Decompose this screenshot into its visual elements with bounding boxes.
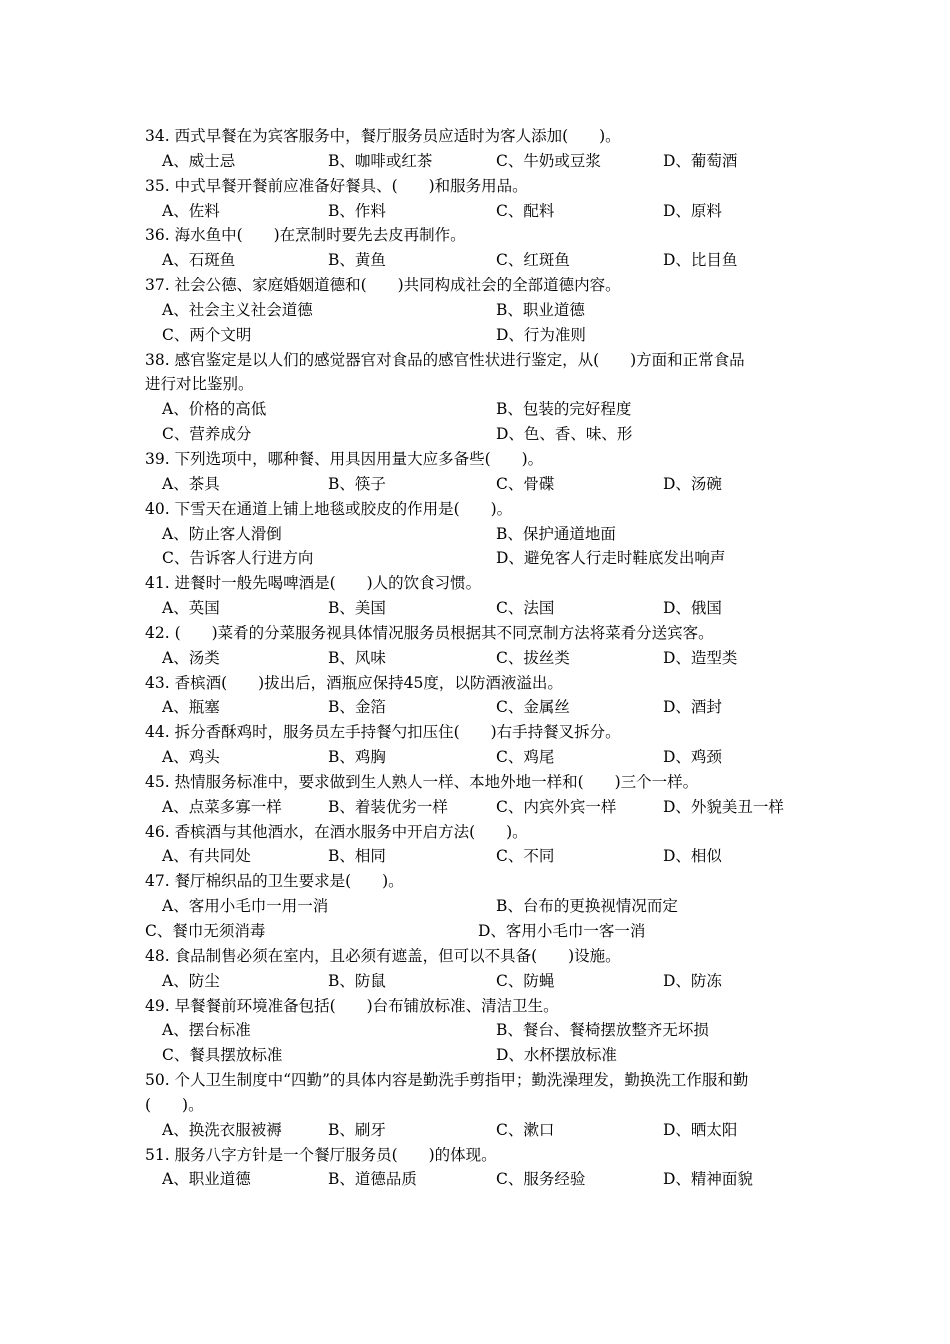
option-text: D、色、香、味、形	[496, 425, 633, 444]
option-text: C、告诉客人行进方向	[162, 549, 314, 568]
text-line	[145, 223, 815, 248]
option-text: D、客用小毛巾一客一消	[478, 922, 646, 940]
option-text: C、法国	[496, 599, 555, 618]
question-text: 46. 香槟酒与其他酒水，在酒水服务中开启方法( )。	[145, 822, 528, 841]
option-text: A、点菜多寡一样	[162, 797, 282, 816]
question-text: 48. 食品制售必须在室内，且必须有遮盖，但可以不具备( )设施。	[145, 946, 621, 965]
option-text: D、行为准则	[496, 325, 586, 344]
option-text: D、避免客人行走时鞋底发出响声	[496, 549, 726, 568]
option-text: C、服务经验	[496, 1170, 586, 1189]
question-text: 42. ( )菜肴的分菜服务视具体情况服务员根据其不同烹制方法将菜肴分送宾客。	[145, 623, 714, 642]
text-line	[145, 646, 815, 671]
text-line	[145, 745, 815, 770]
option-text: C、拔丝类	[496, 648, 570, 667]
text-line	[145, 596, 815, 621]
question-text: 43. 香槟酒( )拔出后，酒瓶应保持45度，以防酒液溢出。	[145, 673, 563, 692]
option-text: C、营养成分	[162, 425, 252, 444]
question-text: 50. 个人卫生制度中“四勤”的具体内容是勤洗手剪指甲；勤洗澡理发，勤换洗工作服和勤	[145, 1071, 749, 1090]
text-line	[145, 422, 815, 447]
question-text: 45. 热情服务标准中，要求做到生人熟人一样、本地外地一样和( )三个一样。	[145, 772, 699, 791]
text-line	[145, 1068, 815, 1093]
text-line	[145, 795, 815, 820]
option-text: A、英国	[162, 599, 220, 618]
option-text: B、相同	[328, 847, 386, 866]
option-text: C、牛奶或豆浆	[496, 151, 601, 170]
option-text: D、晒太阳	[663, 1120, 738, 1139]
option-text: A、摆台标准	[162, 1021, 251, 1040]
question-text: 41. 进餐时一般先喝啤酒是( )人的饮食习惯。	[145, 574, 482, 593]
option-text: A、社会主义社会道德	[162, 300, 313, 319]
text-line	[145, 820, 815, 845]
option-text: D、葡萄酒	[663, 151, 738, 170]
option-text: C、骨碟	[496, 474, 555, 493]
option-text: D、造型类	[663, 648, 738, 667]
text-line	[145, 1143, 815, 1168]
option-text: B、金箔	[328, 698, 386, 717]
option-text: B、包装的完好程度	[496, 400, 632, 419]
text-line	[145, 1018, 815, 1043]
option-text: C、餐具摆放标准	[162, 1046, 283, 1065]
option-text: B、作料	[328, 201, 386, 220]
text-line	[145, 969, 815, 994]
option-text: D、精神面貌	[663, 1170, 753, 1189]
text-line	[145, 1167, 815, 1192]
option-text: C、红斑鱼	[496, 251, 570, 270]
text-line	[145, 348, 815, 373]
option-text: C、金属丝	[496, 698, 570, 717]
option-text: B、咖啡或红茶	[328, 151, 433, 170]
text-line	[145, 1118, 815, 1143]
text-line	[145, 1043, 815, 1068]
option-text: C、不同	[496, 847, 555, 866]
question-text: 47. 餐厅棉织品的卫生要求是( )。	[145, 872, 404, 891]
option-text: D、原料	[663, 201, 722, 220]
option-text: C、内宾外宾一样	[496, 797, 617, 816]
option-text: A、瓶塞	[162, 698, 220, 717]
option-text: B、防鼠	[328, 971, 386, 990]
text-line	[145, 994, 815, 1019]
option-text: B、黄鱼	[328, 251, 386, 270]
text-line	[145, 174, 815, 199]
option-text: D、水杯摆放标准	[496, 1046, 617, 1065]
option-text: B、职业道德	[496, 300, 585, 319]
text-line	[145, 497, 815, 522]
option-text: A、威士忌	[162, 151, 236, 170]
option-text: D、防冻	[663, 971, 722, 990]
option-text: D、鸡颈	[663, 748, 722, 767]
text-line	[145, 944, 815, 969]
question-text: 35. 中式早餐开餐前应准备好餐具、( )和服务用品。	[145, 176, 528, 195]
text-line	[145, 397, 815, 422]
option-text: A、职业道德	[162, 1170, 251, 1189]
question-text: 38. 感官鉴定是以人们的感觉器官对食品的感官性状进行鉴定，从( )方面和正常食品	[145, 350, 745, 369]
option-text: D、俄国	[663, 599, 722, 618]
option-text: A、茶具	[162, 474, 220, 493]
question-text: 44. 拆分香酥鸡时，服务员左手持餐勺扣压住( )右手持餐叉拆分。	[145, 723, 621, 742]
text-line	[145, 323, 815, 348]
option-text: B、刷牙	[328, 1120, 386, 1139]
option-text: D、外貌美丑一样	[663, 797, 784, 816]
text-line	[145, 869, 815, 894]
option-text: D、汤碗	[663, 474, 722, 493]
option-text: B、鸡胸	[328, 748, 386, 767]
option-text: B、风味	[328, 648, 386, 667]
option-text: A、客用小毛巾一用一消	[162, 897, 329, 916]
option-text: A、鸡头	[162, 748, 220, 767]
option-text: A、佐料	[162, 201, 220, 220]
text-line	[145, 273, 815, 298]
question-text: 39. 下列选项中，哪种餐、用具因用量大应多备些( )。	[145, 449, 544, 468]
question-text: 49. 早餐餐前环境准备包括( )台布铺放标准、清洁卫生。	[145, 996, 559, 1015]
question-text: 进行对比鉴别。	[145, 375, 254, 394]
option-text: A、防尘	[162, 971, 220, 990]
option-text: C、鸡尾	[496, 748, 555, 767]
text-line	[145, 298, 815, 323]
text-line	[145, 149, 815, 174]
option-text: A、有共同处	[162, 847, 251, 866]
option-text: C、两个文明	[162, 325, 252, 344]
option-text: B、着装优劣一样	[328, 797, 448, 816]
question-text: 36. 海水鱼中( )在烹制时要先去皮再制作。	[145, 226, 466, 245]
option-text: A、价格的高低	[162, 400, 267, 419]
question-text: 34. 西式早餐在为宾客服务中，餐厅服务员应适时为客人添加( )。	[145, 127, 621, 145]
option-text: C、防蝇	[496, 971, 555, 990]
option-text: B、筷子	[328, 474, 386, 493]
question-text: 51. 服务八字方针是一个餐厅服务员( )的体现。	[145, 1145, 497, 1164]
question-text: C、餐巾无须消毒	[145, 922, 266, 940]
option-text: A、换洗衣服被褥	[162, 1120, 282, 1139]
option-text: D、酒封	[663, 698, 722, 717]
option-text: D、比目鱼	[663, 251, 738, 270]
text-line	[145, 770, 815, 795]
text-line	[145, 695, 815, 720]
text-line	[145, 844, 815, 869]
text-line	[145, 894, 815, 919]
option-text: C、配料	[496, 201, 555, 220]
text-line	[145, 447, 815, 472]
text-line	[145, 621, 815, 646]
text-line	[145, 1093, 815, 1118]
text-line	[145, 472, 815, 497]
text-line	[145, 199, 815, 224]
text-line	[145, 372, 815, 397]
option-text: A、防止客人滑倒	[162, 524, 282, 543]
question-list	[145, 124, 815, 1192]
text-line	[145, 248, 815, 273]
question-text: ( )。	[145, 1095, 204, 1114]
text-line	[145, 522, 815, 547]
text-line	[145, 919, 815, 944]
option-text: A、汤类	[162, 648, 220, 667]
text-line	[145, 124, 815, 149]
option-text: B、台布的更换视情况而定	[496, 897, 678, 916]
text-line	[145, 546, 815, 571]
option-text: B、道德品质	[328, 1170, 417, 1189]
question-text: 37. 社会公德、家庭婚姻道德和( )共同构成社会的全部道德内容。	[145, 276, 621, 295]
option-text: B、保护通道地面	[496, 524, 616, 543]
option-text: B、美国	[328, 599, 386, 618]
text-line	[145, 671, 815, 696]
text-line	[145, 720, 815, 745]
option-text: C、漱口	[496, 1120, 555, 1139]
question-text: 40. 下雪天在通道上铺上地毯或胶皮的作用是( )。	[145, 499, 513, 518]
option-text: B、餐台、餐椅摆放整齐无坏损	[496, 1021, 709, 1040]
text-line	[145, 571, 815, 596]
option-text: D、相似	[663, 847, 722, 866]
option-text: A、石斑鱼	[162, 251, 236, 270]
